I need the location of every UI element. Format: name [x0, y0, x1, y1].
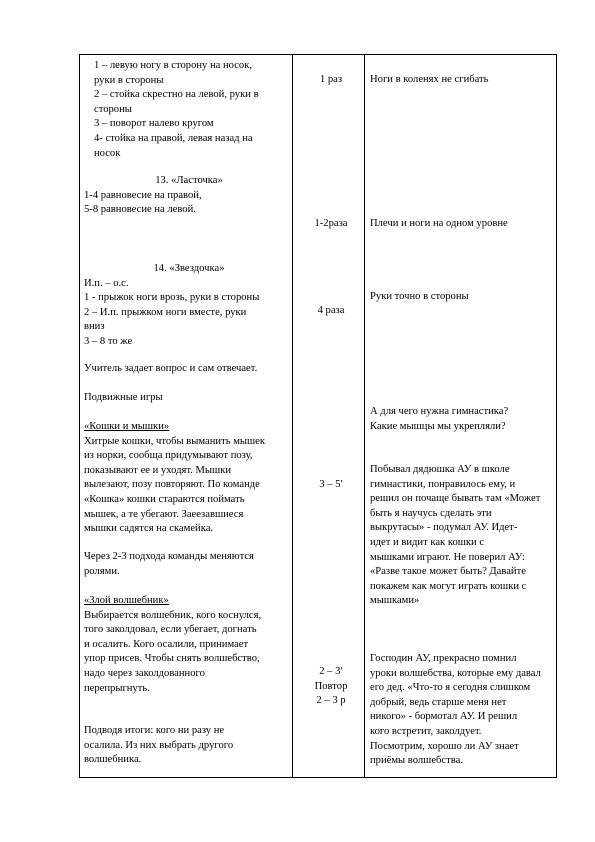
- exercise-14-note: Руки точно в стороны: [370, 291, 469, 302]
- game-summary: Подводя итоги: кого ни разу не осалила. Из них выбрать другого волшебника.: [84, 725, 234, 766]
- game-1-extra: Через 2-3 подхода команды меняются ролями.: [84, 551, 254, 577]
- exercise-13: 13. «Ласточка» 1-4 равновесие на правой, 5-8 равновесие на левой.: [84, 174, 294, 218]
- exercise-13-dosage: 1-2раза: [314, 218, 348, 229]
- game-1-questions: А для чего нужна гимнастика? Какие мышцы мы укрепляли?: [370, 406, 509, 432]
- game-1-dosage: 3 – 5′: [319, 479, 343, 490]
- game-1-title: «Кошки и мышки»: [84, 421, 170, 432]
- teacher-note: Учитель задает вопрос и сам отвечает.: [84, 363, 258, 374]
- game-2-title: «Злой волшебник»: [84, 595, 169, 606]
- exercise-14-dosage: 4 раза: [317, 305, 345, 316]
- game-cats-and-mice: «Кошки и мышки» Хитрые кошки, чтобы выманить мышек из норки, сообща придумывают позу, показывают ее и уходят. Мышки вылезают, позу повторяют. По команде «Кошка» кошки стараются поймать мышек, а те убегают. Заеезавшиеся мышки садятся на скамейка.: [84, 420, 294, 537]
- game-1-story: Побывал дядюшка АУ в школе гимнастики, понравилось ему, и решил он почаще бывать там «Может быть я научусь сделать эти выкрутасы» - подумал АУ. Идет- идет и видит как кошки с мышками играют. Не поверил АУ: «Разве такое может быть? Давайте покажем как могут играть кошки с мышками»: [370, 464, 541, 607]
- exercise-12-note: Ноги в коленях не сгибать: [370, 74, 489, 85]
- game-2-dosage: 2 – 3′ Повтор 2 – 3 р: [314, 666, 348, 707]
- exercise-14: 14. «Звездочка» И.п. – о.с. 1 - прыжок ноги врозь, руки в стороны 2 – И.п. прыжком ноги вместе, руки вниз 3 – 8 то же: [84, 262, 294, 350]
- game-evil-wizard: «Злой волшебник» Выбирается волшебник, кого коснулся, того заколдовал, если убегает, догнать и осалить. Кого осалили, принимает упор присев. Чтобы снять волшебство, надо через заколдованного перепрыгнуть.: [84, 594, 294, 696]
- exercise-13-title: 13. «Ласточка»: [155, 175, 223, 186]
- exercise-12-description: 1 – левую ногу в сторону на носок, руки в стороны 2 – стойка скрестно на левой, руки в стороны 3 – поворот налево кругом 4- стойка на правой, левая назад на носок: [94, 60, 259, 159]
- exercise-14-title: 14. «Звездочка»: [153, 263, 225, 274]
- games-heading: Подвижные игры: [84, 392, 163, 403]
- exercise-12-dosage: 1 раз: [319, 74, 343, 85]
- game-2-story: Господин АУ, прекрасно помнил уроки волшебства, которые ему давал его дед. «Что-то я сегодня слишком добрый, ведь старше меня нет никого» - бормотал АУ. И решил кого встретит, заколдует. Посмотрим, хорошо ли АУ знает приёмы волшебства.: [370, 653, 541, 767]
- exercise-13-note: Плечи и ноги на одном уровне: [370, 218, 508, 229]
